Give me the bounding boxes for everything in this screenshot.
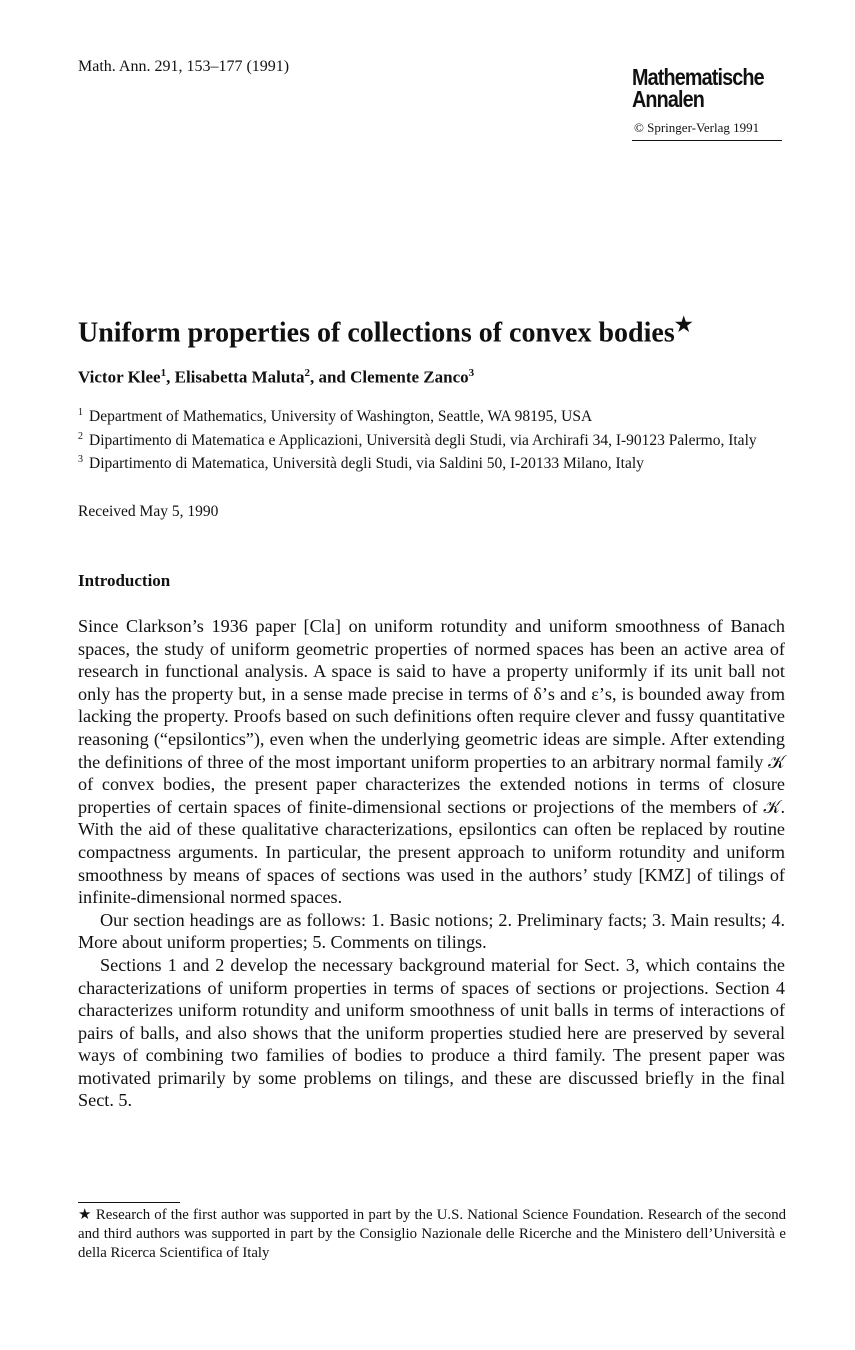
author-affiliation-number: 2: [304, 367, 310, 379]
paper-title: [78, 312, 693, 349]
affiliation-text: Dipartimento di Matematica, Università degli Studi, via Saldini 50, I-20133 Milano, Italy: [89, 455, 644, 473]
author-name: Victor Klee: [78, 367, 161, 387]
logo-line-2: Annalen: [632, 86, 705, 112]
journal-reference: Math. Ann. 291, 153–177 (1991): [78, 58, 290, 75]
title-footnote-mark: ★: [674, 314, 693, 336]
publisher-copyright: © Springer-Verlag 1991: [634, 120, 760, 135]
section-heading: Introduction: [78, 571, 171, 590]
affiliation-list: [78, 403, 778, 474]
author-affiliation-number: 1: [160, 367, 167, 379]
author-separator: , and: [309, 367, 351, 387]
author-list: [78, 367, 474, 388]
author-separator: ,: [166, 367, 175, 387]
logo-line-1: Mathematische: [632, 64, 764, 90]
affiliation-number: 2: [78, 430, 83, 442]
received-date: Received May 5, 1990: [78, 503, 219, 520]
journal-logo: [632, 66, 763, 110]
affiliation: [78, 403, 778, 427]
body-text: [78, 615, 785, 1112]
affiliation-text: Department of Mathematics, University of Washington, Seattle, WA 98195, USA: [89, 408, 593, 426]
footnote: [78, 1206, 786, 1263]
title-text: Uniform properties of collections of convex bodies: [78, 317, 675, 349]
affiliation-number: 3: [78, 454, 83, 466]
paragraph: Our section headings are as follows: 1. Basic notions; 2. Preliminary facts; 3. Main results; 4. More about uniform properties; 5. Comments on tilings.: [78, 909, 785, 953]
paragraph: Sections 1 and 2 develop the necessary background material for Sect. 3, which contains the characterizations of uniform properties in terms of spaces of sections or projections. Section 4 characterizes uniform rotundity and uniform smoothness of unit balls in terms of interactions of pairs of balls, and also shows that the uniform properties studied here are preserved by several ways of combining two families of bodies to produce a third family. The present paper was motivated primarily by some problems on tilings, and these are discussed briefly in the final Sect. 5.: [78, 954, 785, 1111]
author-affiliation-number: 3: [468, 367, 475, 379]
author-name: Clemente Zanco: [350, 367, 469, 387]
affiliation: [78, 450, 778, 474]
affiliation-number: 1: [78, 407, 83, 418]
affiliation-text: Dipartimento di Matematica e Applicazioni, Università degli Studi, via Archirafi 34, I-90123 Palermo, Italy: [89, 431, 757, 449]
affiliation: [78, 427, 778, 451]
footnote-mark: ★: [78, 1207, 92, 1223]
footnote-rule: [78, 1202, 180, 1203]
author-name: Elisabetta Maluta: [174, 367, 305, 387]
logo-rule: [632, 140, 782, 141]
footnote-text: Research of the first author was supported in part by the U.S. National Science Foundation. Research of the second and third authors was supported in part by the Consiglio Nazionale delle Ricerche and the Ministero dell’Università e della Ricerca Scientifica of Italy: [78, 1207, 786, 1261]
paragraph: Since Clarkson’s 1936 paper [Cla] on uniform rotundity and uniform smoothness of Banach spaces, the study of uniform geometric properties of normed spaces has been an active area of research in functional analysis. A space is said to have a property uniformly if its unit ball not only has the property but, in a sense made precise in terms of δ’s and ε’s, is bounded away from lacking the property. Proofs based on such definitions often require clever and fussy quantitative reasoning (“epsilontics”), even when the underlying geometric ideas are simple. After extending the definitions of three of the most important uniform properties to an arbitrary normal family 𝒦 of convex bodies, the present paper characterizes the extended notions in terms of closure properties of certain spaces of finite-dimensional sections or projections of the members of 𝒦. With the aid of these qualitative characterizations, epsilontics can often be replaced by routine compactness arguments. In particular, the present approach to uniform rotundity and uniform smoothness by means of spaces of sections was used in the authors’ study [KMZ] of tilings of infinite-dimensional normed spaces.: [78, 616, 785, 908]
